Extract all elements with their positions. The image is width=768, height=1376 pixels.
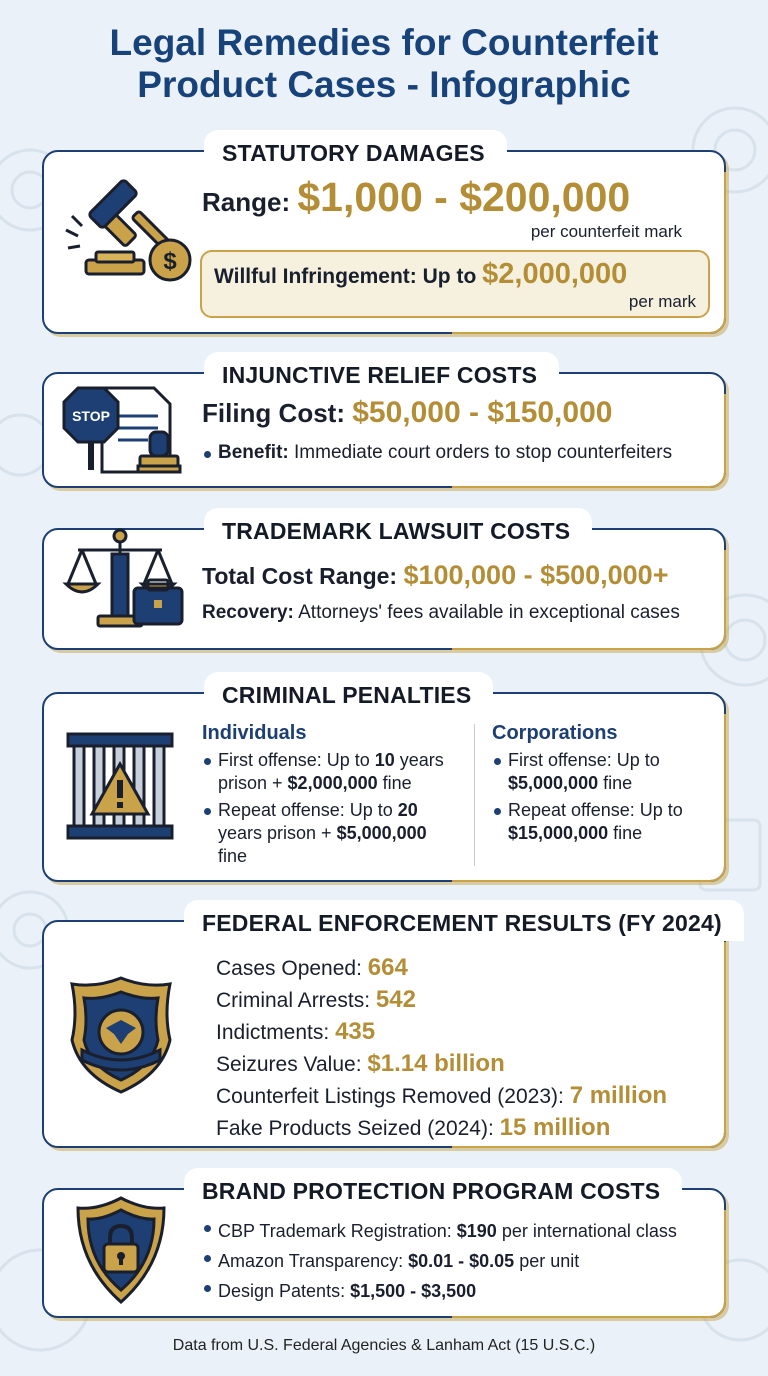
trademark-lawsuit-heading: TRADEMARK LAWSUIT COSTS — [204, 508, 592, 549]
recovery-row — [202, 602, 680, 624]
range-label: Range: — [202, 187, 291, 217]
brand-cost-item: CBP Trademark Registration: $190 per international class — [202, 1216, 677, 1246]
scales-icon — [62, 520, 186, 638]
stat-row: Counterfeit Listings Removed (2023): 7 million — [216, 1082, 668, 1109]
brand-cost-item: Design Patents: $1,500 - $3,500 — [202, 1276, 677, 1306]
range-row — [202, 174, 630, 221]
gavel-icon — [58, 172, 198, 292]
corporations-first-offense: First offense: Up to $5,000,000 fine — [492, 749, 712, 795]
willful-note: per mark — [628, 292, 696, 311]
stat-row: Criminal Arrests: 542 — [216, 986, 416, 1013]
filing-cost-label: Filing Cost: — [202, 398, 345, 428]
range-value: $1,000 - $200,000 — [297, 174, 631, 220]
svg-text:STOP: STOP — [72, 408, 110, 424]
brand-protection-heading: BRAND PROTECTION PROGRAM COSTS — [184, 1168, 682, 1209]
federal-enforcement-card — [42, 910, 726, 1148]
svg-text:$: $ — [163, 248, 177, 275]
enforcement-stats — [216, 952, 667, 1144]
recovery-text: Attorneys' fees available in exceptional cases — [298, 602, 680, 623]
individuals-title: Individuals — [202, 722, 307, 744]
footer-source: Data from U.S. Federal Agencies & Lanham Act (15 U.S.C.) — [172, 1337, 596, 1354]
total-cost-label: Total Cost Range: — [202, 563, 398, 589]
column-divider — [474, 724, 475, 866]
federal-enforcement-heading: FEDERAL ENFORCEMENT RESULTS (FY 2024) — [184, 900, 744, 941]
benefit-list — [202, 442, 672, 464]
willful-value: $2,000,000 — [482, 258, 628, 290]
briefcase-icon — [134, 580, 182, 624]
title-line-2: Product Cases - Infographic — [137, 64, 631, 105]
stat-row: Seizures Value: $1.14 billion — [216, 1050, 505, 1077]
statutory-damages-heading: STATUTORY DAMAGES — [204, 130, 507, 171]
criminal-penalties-heading: CRIMINAL PENALTIES — [204, 672, 493, 713]
corporations-column — [492, 722, 712, 845]
brand-cost-item: Amazon Transparency: $0.01 - $0.05 per unit — [202, 1246, 677, 1276]
corporations-repeat-offense: Repeat offense: Up to $15,000,000 fine — [492, 799, 712, 845]
willful-box — [200, 250, 710, 318]
trademark-lawsuit-card — [42, 518, 726, 650]
statutory-damages-card — [42, 140, 726, 334]
willful-label: Willful Infringement: Up to — [214, 265, 477, 288]
filing-cost-value: $50,000 - $150,000 — [352, 396, 613, 429]
shield-lock-icon — [74, 1194, 168, 1306]
prison-bars-icon — [64, 730, 176, 842]
brand-protection-card — [42, 1178, 726, 1318]
badge-icon — [66, 974, 176, 1096]
injunctive-relief-card — [42, 362, 726, 488]
stop-document-icon-group — [58, 376, 198, 484]
individuals-first-offense: First offense: Up to 10 years prison + $2,000,000 fine — [202, 749, 472, 795]
filing-cost-row — [202, 396, 612, 430]
stat-row: Fake Products Seized (2024): 15 million — [216, 1114, 611, 1141]
title-line-1: Legal Remedies for Counterfeit — [109, 22, 659, 63]
criminal-penalties-card — [42, 682, 726, 882]
stat-row: Cases Opened: 664 — [216, 954, 408, 981]
corporations-title: Corporations — [492, 722, 618, 744]
individuals-repeat-offense: Repeat offense: Up to 20 years prison + $5,000,000 fine — [202, 799, 472, 868]
stat-row: Indictments: 435 — [216, 1018, 376, 1045]
total-cost-value: $100,000 - $500,000+ — [403, 560, 669, 590]
page-title — [0, 22, 768, 106]
individuals-column — [202, 722, 472, 868]
recovery-label: Recovery: — [202, 602, 294, 623]
range-note: per counterfeit mark — [530, 222, 682, 241]
brand-costs-list — [202, 1216, 677, 1306]
total-cost-row — [202, 560, 668, 591]
injunctive-relief-heading: INJUNCTIVE RELIEF COSTS — [204, 352, 559, 393]
benefit-item: Benefit: Immediate court orders to stop counterfeiters — [202, 442, 672, 464]
